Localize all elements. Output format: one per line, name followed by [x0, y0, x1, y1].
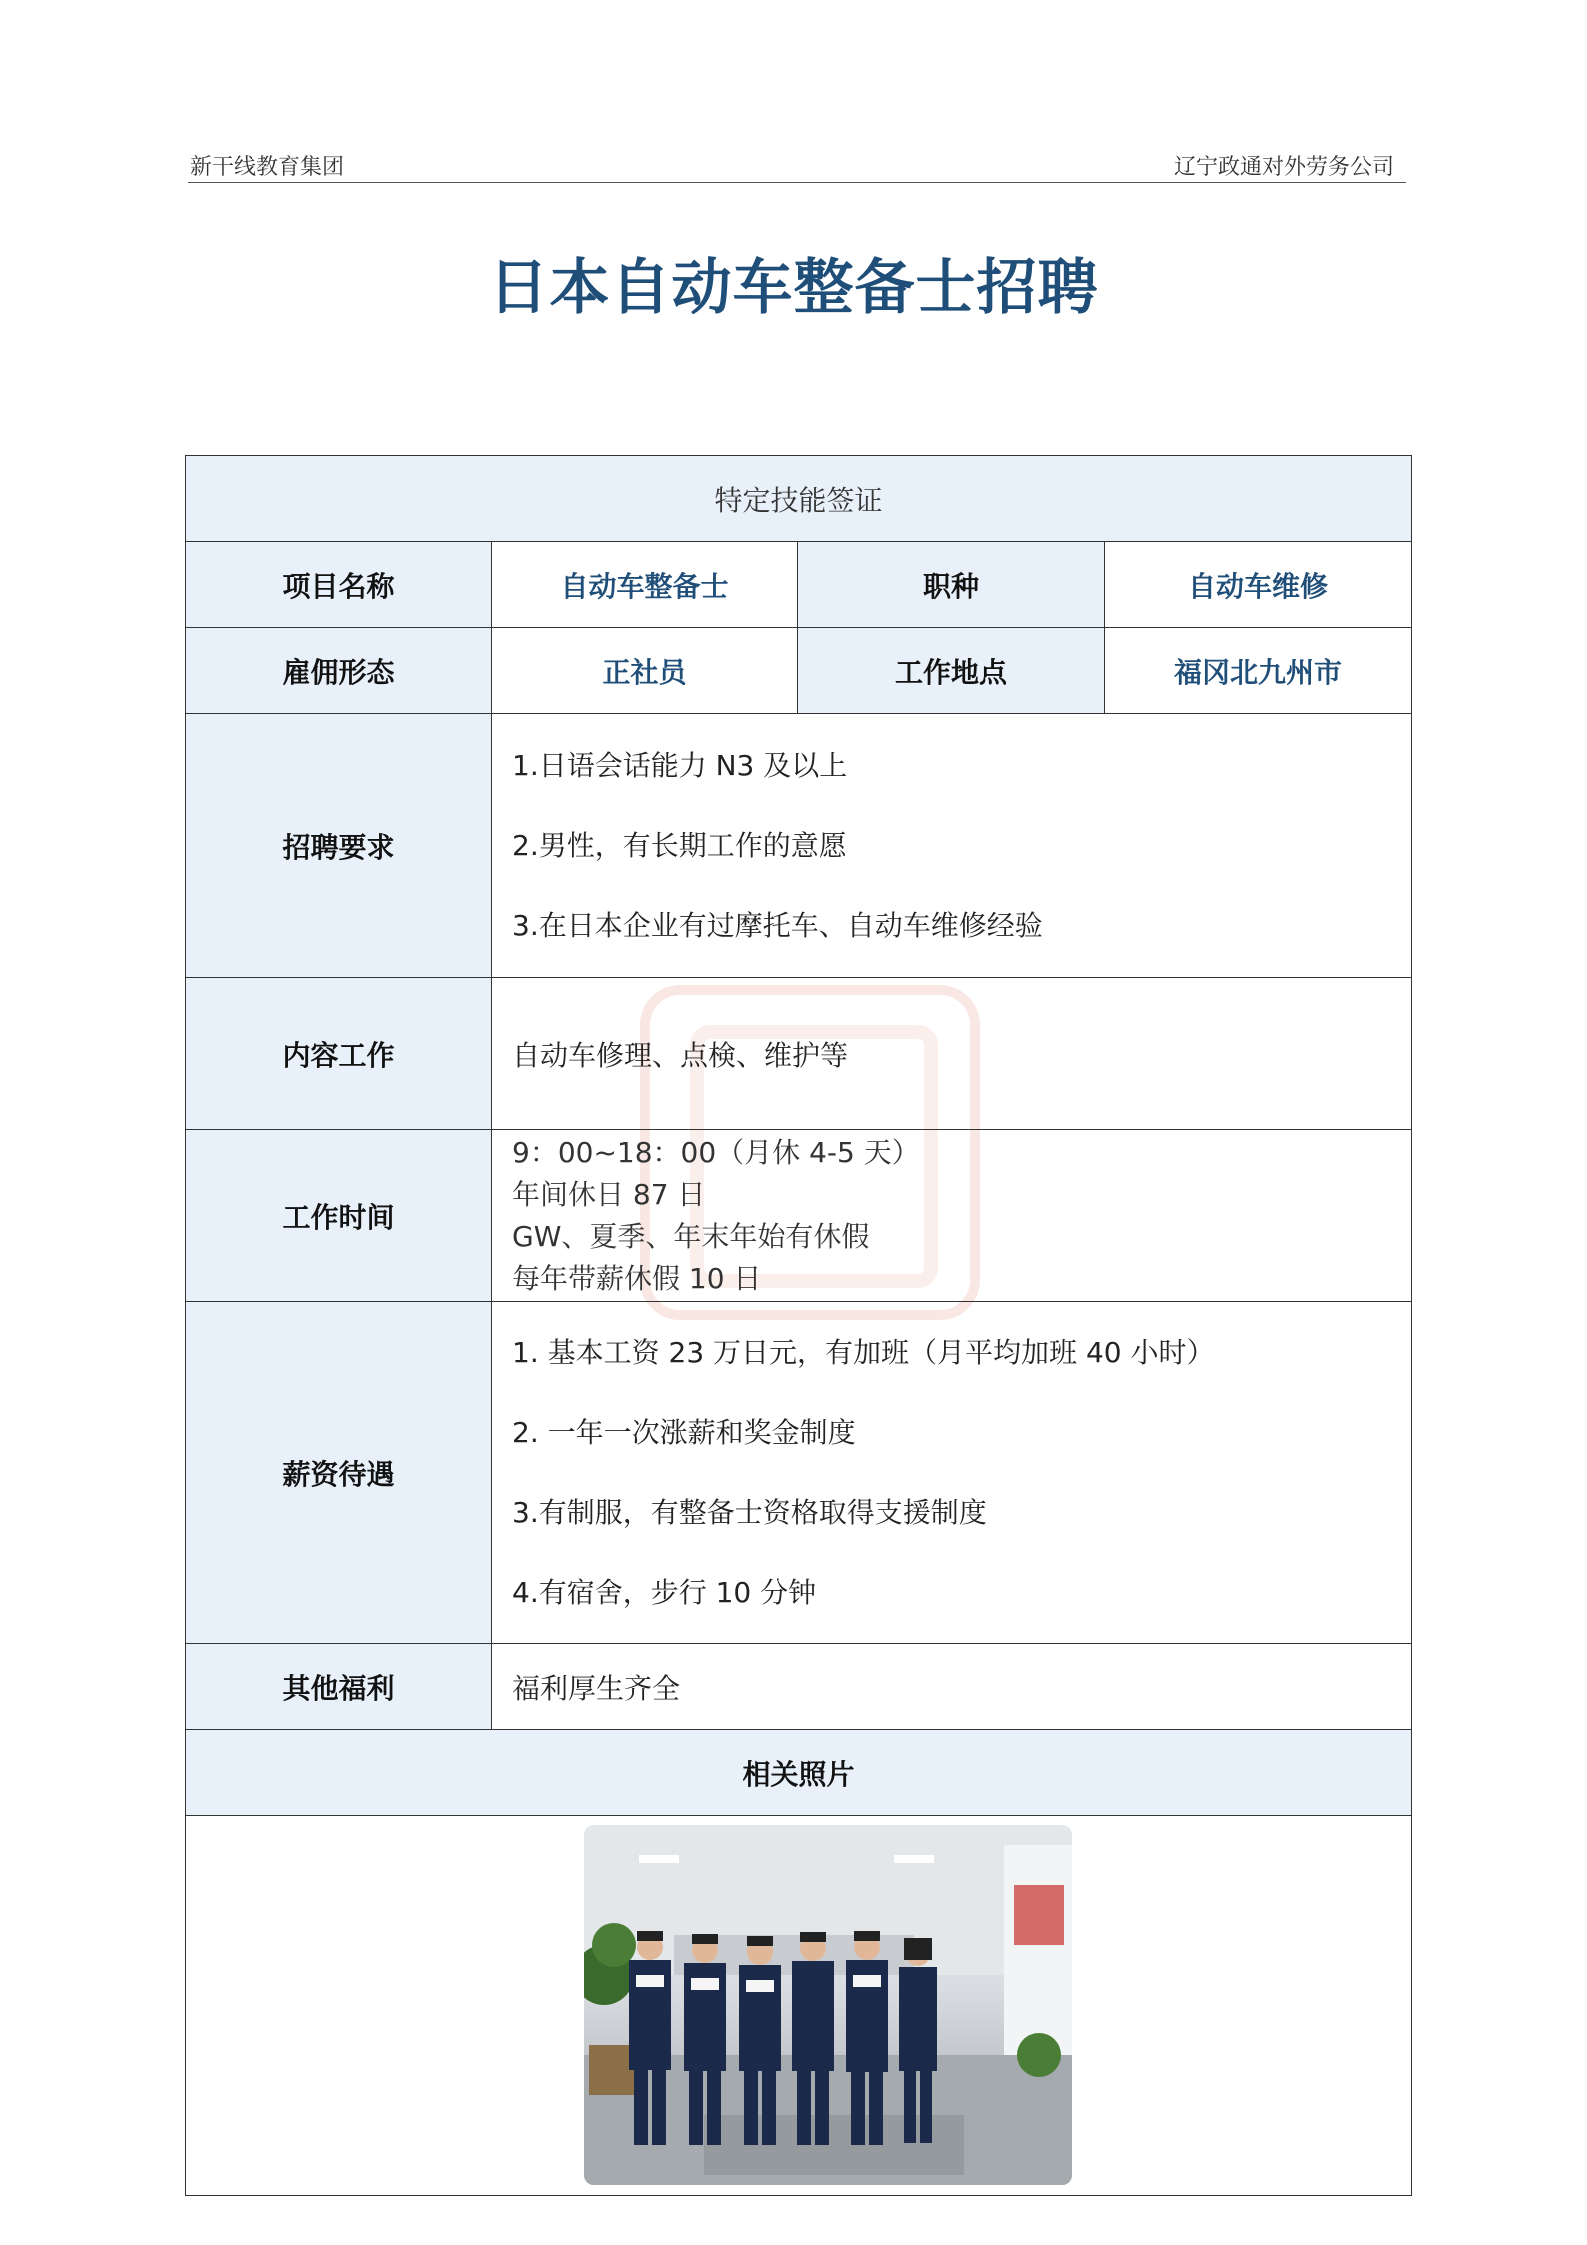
salary-label: 薪资待遇 [186, 1302, 492, 1644]
list-item: 2.男性，有长期工作的意愿 [512, 828, 847, 862]
list-item: GW、夏季、年末年始有休假 [512, 1219, 870, 1253]
list-item: 1. 基本工资 23 万日元，有加班（月平均加班 40 小时） [512, 1335, 1215, 1369]
hours-list [492, 1130, 1412, 1302]
recruitment-table [185, 455, 1412, 2196]
welfare-value: 福利厚生齐全 [492, 1644, 1412, 1730]
project-name-label: 项目名称 [186, 542, 492, 628]
employment-label: 雇佣形态 [186, 628, 492, 714]
list-item: 每年带薪休假 10 日 [512, 1261, 762, 1295]
header-company-right: 辽宁政通对外劳务公司 [1173, 155, 1394, 180]
salary-list [492, 1302, 1412, 1644]
location-label: 工作地点 [798, 628, 1105, 714]
employment-value: 正社员 [492, 628, 798, 714]
location-value: 福冈北九州市 [1105, 628, 1412, 714]
list-item: 9：00~18：00（月休 4-5 天） [512, 1135, 920, 1169]
list-item: 2. 一年一次涨薪和奖金制度 [512, 1415, 856, 1449]
welfare-label: 其他福利 [186, 1644, 492, 1730]
job-type-value: 自动车维修 [1105, 542, 1412, 628]
list-item: 3.在日本企业有过摩托车、自动车维修经验 [512, 908, 1043, 942]
work-content-label: 内容工作 [186, 978, 492, 1130]
work-content-value: 自动车修理、点検、维护等 [492, 978, 1412, 1130]
photo-cell [186, 1816, 1412, 2196]
list-item: 1.日语会话能力 N3 及以上 [512, 748, 848, 782]
photos-label: 相关照片 [186, 1730, 1412, 1816]
page-header [188, 148, 1406, 183]
staff-group-photo [584, 1825, 1072, 2185]
project-name-value: 自动车整备士 [492, 542, 798, 628]
list-item: 年间休日 87 日 [512, 1177, 706, 1211]
list-item: 4.有宿舍，步行 10 分钟 [512, 1575, 817, 1609]
header-company-left: 新干线教育集团 [190, 155, 345, 180]
requirements-label: 招聘要求 [186, 714, 492, 978]
job-type-label: 职种 [798, 542, 1105, 628]
page-title: 日本自动车整备士招聘 [488, 253, 1099, 323]
visa-type: 特定技能签证 [186, 456, 1412, 542]
list-item: 3.有制服，有整备士资格取得支援制度 [512, 1495, 987, 1529]
photo-illustration [584, 1825, 1072, 2185]
requirements-list [492, 714, 1412, 978]
hours-label: 工作时间 [186, 1130, 492, 1302]
